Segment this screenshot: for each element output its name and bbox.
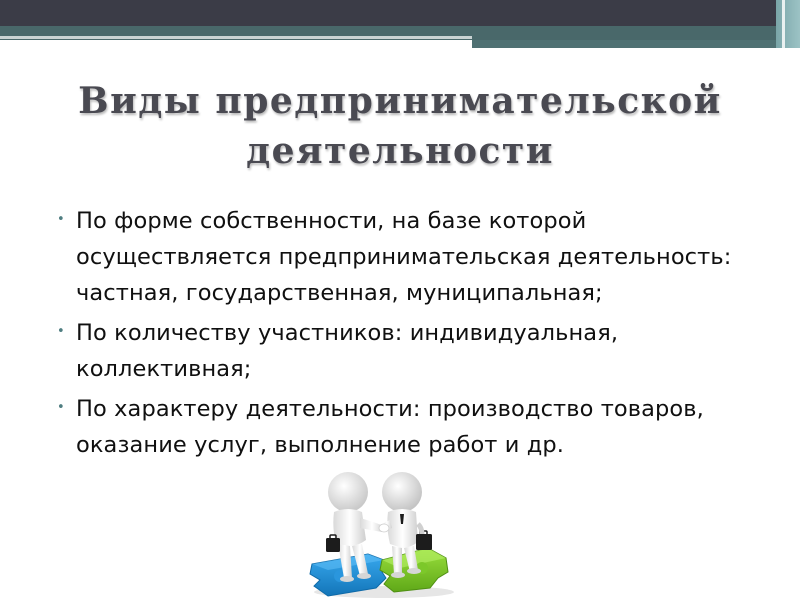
header-band-dark xyxy=(0,0,800,26)
bullet-item-participants xyxy=(56,315,756,387)
header-right-strip xyxy=(776,0,800,48)
header-band-notch-inner xyxy=(472,48,800,54)
bullet-marker-icon: • xyxy=(57,400,65,415)
bullet-marker-icon: • xyxy=(57,324,65,339)
bullet-marker-icon: • xyxy=(57,212,65,227)
header-band-white xyxy=(0,40,472,54)
bullet-text: По количеству участников: индивидуальная, коллективная; xyxy=(76,320,619,382)
bullet-list xyxy=(56,203,756,467)
title-line-1: Виды предпринимательской xyxy=(78,80,722,122)
bullet-text: По характеру деятельности: производство товаров, оказание услуг, выполнение работ и др. xyxy=(76,396,704,458)
slide-title xyxy=(40,76,760,176)
header-band-line xyxy=(0,36,472,39)
bullet-item-ownership xyxy=(56,203,756,311)
title-line-2: деятельности xyxy=(246,130,554,172)
bullet-text: По форме собственности, на базе которой осуществляется предпринимательская деятельность: частная, государственная, муниципальная; xyxy=(76,208,732,306)
handshake-puzzle-figures-icon xyxy=(298,468,468,600)
header-right-strip-line xyxy=(782,0,785,48)
bullet-item-activity-type xyxy=(56,391,756,463)
